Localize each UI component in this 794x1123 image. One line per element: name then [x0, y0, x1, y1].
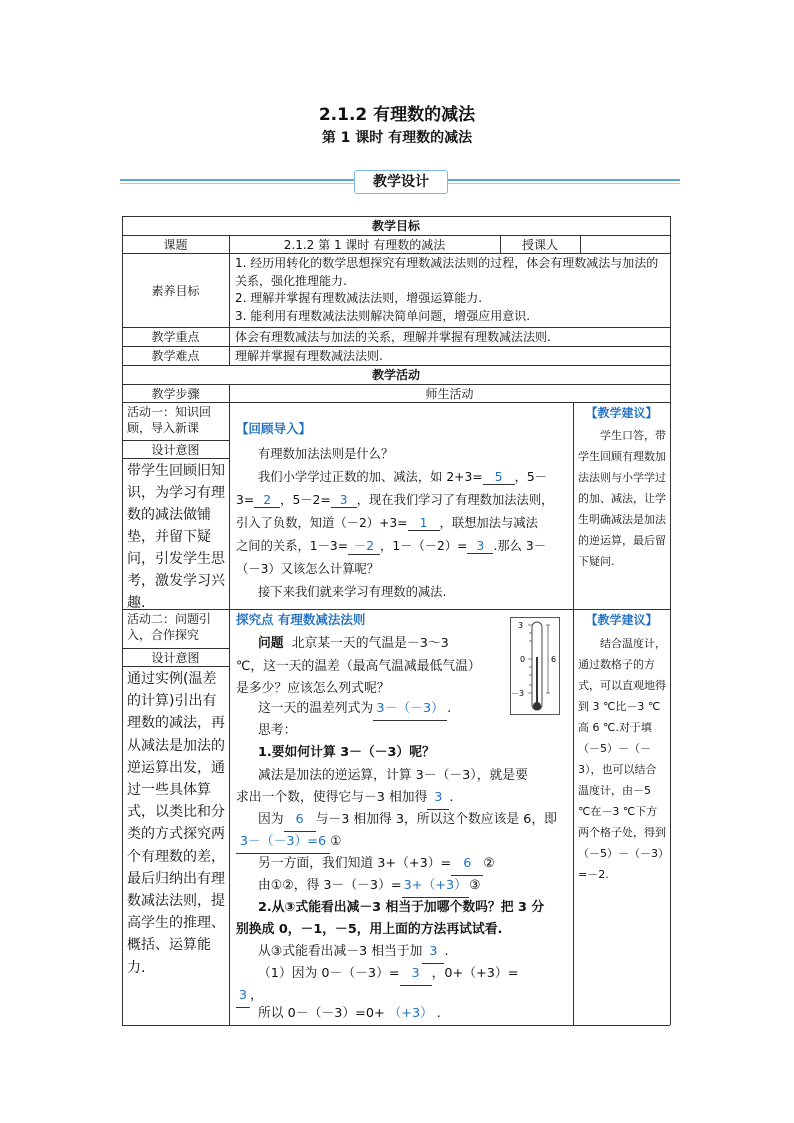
topic-label: 课题 [163, 238, 188, 252]
body-line: 从③式能看出减－3 相当于加 3 . [258, 940, 449, 964]
body-line: 思考： [258, 723, 297, 738]
answer-blank: （+3） [385, 1002, 437, 1026]
goal-header: 教学目标 [371, 219, 420, 233]
page-title: 2.1.2 有理数的减法 [318, 105, 476, 125]
section-banner [120, 170, 680, 192]
answer-blank: 3－（－3）=6 [236, 830, 330, 854]
body-line: 求出一个数，使得它与－3 相加得 3 . [236, 786, 453, 810]
body-line: 3 ， [236, 984, 263, 1008]
activity1-title: 活动一：知识回顾，导入新课 [127, 405, 212, 435]
body-line: 有理数加法法则是什么？ [258, 447, 394, 461]
body-line: 问题 北京某一天的气温是－3～3 [258, 636, 449, 651]
body-line: 我们小学学过正数的加、减法，如 2+3= 5 ，5－ [258, 470, 548, 484]
literacy-item: 1. 经历用转化的数学思想探究有理数减法法则的过程，体会有理数减法与加法的关系，强化推理能力. [235, 256, 659, 288]
body-line: 所以 0－（－3）=0+ （+3） . [258, 1002, 441, 1026]
question-line: 1.要如何计算 3－（－3）呢？ [258, 745, 435, 760]
literacy-goals [235, 255, 667, 325]
body-line: 3= 2 ，5－2= 3 ，现在我们学习了有理数加法法则， [236, 493, 554, 507]
body-line: 这一天的温差列式为 3－（－3） . [258, 697, 451, 721]
literacy-item: 2. 理解并掌握有理数减法法则，增强运算能力. [235, 291, 483, 305]
topic-value: 2.1.2 第 1 课时 有理数的减法 [283, 238, 446, 252]
answer-blank: 3 [400, 962, 432, 986]
body-line: 之间的关系，1－3= －2 ，1－（－2）= 3 .那么 3－ [236, 536, 546, 555]
teacher-label: 授课人 [521, 238, 558, 252]
question-line: 2.从③式能看出减－3 相当于加哪个数吗？把 3 分 [258, 900, 545, 915]
answer-blank: 1 [408, 516, 440, 531]
answer-blank: 2 [254, 493, 280, 508]
activity1-tip: 学生口答，带学生回顾有理数加法法则与小学学过的加、减法，让学生明确减法是加法的逆运算，最后留下疑问. [578, 429, 666, 568]
thermo-label-6: 6 [551, 655, 557, 664]
answer-blank: 6 [284, 808, 316, 832]
literacy-item: 3. 能利用有理数减法法则解决简单问题，增强应用意识. [235, 308, 531, 323]
body-line: 由①②，得 3－（－3）= 3+（+3） ③ [258, 874, 480, 898]
answer-blank: 3 [422, 940, 444, 964]
thermo-label-0: 0 [520, 655, 526, 664]
answer-blank: 3 [427, 786, 449, 810]
activity2-design-label: 设计意图 [151, 651, 200, 665]
answer-blank: 3 [236, 984, 250, 1008]
body-line: 因为 6 与－3 相加得 3，所以这个数应该是 6，即 [258, 808, 557, 832]
answer-blank: －2 [348, 536, 380, 555]
teacher-student-label: 师生活动 [425, 387, 474, 401]
activity2-tip-label: 【教学建议】 [585, 613, 658, 627]
key-label: 教学重点 [151, 330, 200, 344]
body-line: 接下来我们就来学习有理数的减法. [258, 585, 447, 599]
question-line: 别换成 0，－1，－5，用上面的方法再试试看. [236, 922, 503, 937]
difficulty-label: 教学难点 [151, 349, 200, 363]
answer-blank: 3 [467, 539, 493, 554]
literacy-label: 素养目标 [151, 284, 200, 298]
answer-blank: 3 [331, 493, 357, 508]
thermo-label-3: 3 [518, 621, 524, 630]
activity1-intent: 带学生回顾旧知识，为学习有理数的减法做铺垫，并留下疑问，引发学生思考，激发学习兴趣. [127, 463, 225, 611]
review-tag: 【回顾导入】 [236, 421, 312, 436]
thermometer-figure [510, 617, 560, 715]
body-line: 减法是加法的逆运算，计算 3－（－3），就是要 [258, 768, 528, 783]
activity2-intent: 通过实例(温差的计算)引出有理数的减法，再从减法是加法的逆运算出发，通过一些具体算式，以类比和分类的方式探究两个有理数的差，最后归纳出有理数减法法则，提高学生的推理、概括、运算能力. [127, 671, 225, 976]
body-line: （－3）又该怎么计算呢？ [236, 562, 380, 576]
activity1-design-label: 设计意图 [151, 443, 200, 457]
body-line: ℃，这一天的温差（最高气温减最低气温） [236, 659, 481, 674]
activity1-tip-label: 【教学建议】 [585, 406, 658, 420]
answer-blank: 5 [483, 470, 515, 485]
key-value: 体会有理数减法与加法的关系，理解并掌握有理数减法法则. [235, 330, 551, 344]
explore-tag: 探究点 有理数减法法则 [236, 612, 366, 627]
banner-label: 教学设计 [354, 170, 448, 194]
body-line: 引入了负数，知道（－2）+3= 1 ，联想加法与减法 [236, 516, 538, 530]
page-subtitle: 第 1 课时 有理数的减法 [321, 130, 473, 146]
activity2-tip: 结合温度计，通过数格子的方式，可以直观地得到 3 ℃比－3 ℃高 6 ℃.对于填（－5）－（－3），也可以结合温度计，由－5 ℃在－3 ℃下方两个格子处，得到（－5）－（－3）=－2. [578, 637, 666, 881]
body-line: （1）因为 0－（－3）= 3 ，0+（+3）= [258, 962, 518, 986]
difficulty-value: 理解并掌握有理数减法法则. [235, 349, 383, 363]
body-line: 是多少？应该怎么列式呢？ [236, 681, 390, 696]
activity-header: 教学活动 [371, 368, 420, 382]
activity2-title: 活动二：问题引入，合作探究 [127, 612, 212, 642]
steps-label: 教学步骤 [151, 387, 200, 401]
thermo-label-neg3: －3 [511, 689, 525, 698]
answer-blank: 3－（－3） [373, 697, 447, 721]
body-line: 另一方面，我们知道 3+（+3）= 6 ② [258, 852, 495, 876]
answer-blank: 3+（+3） [402, 874, 469, 898]
body-line: 3－（－3）=6 ① [236, 830, 341, 854]
answer-blank: 6 [451, 852, 483, 876]
